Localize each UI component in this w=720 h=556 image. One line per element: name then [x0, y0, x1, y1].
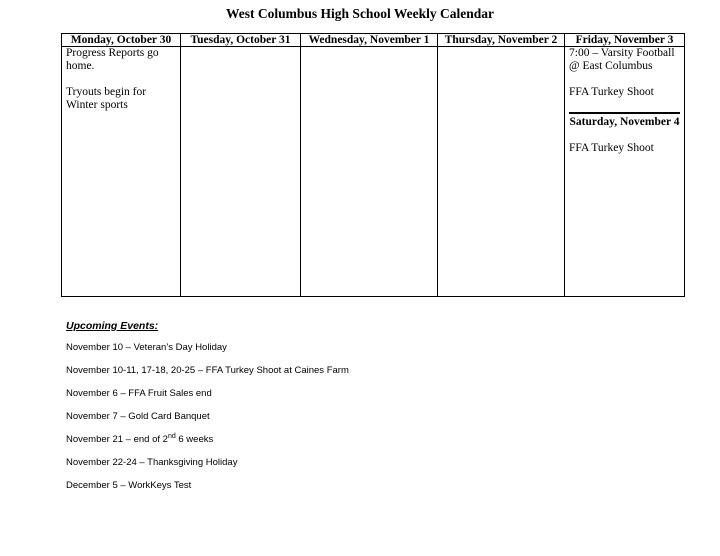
calendar-entry: FFA Turkey Shoot: [569, 142, 654, 154]
day-cell-tuesday: [181, 47, 301, 297]
calendar-body-row: [62, 47, 685, 297]
calendar-entry: Progress Reports go home.: [66, 47, 159, 72]
event-item: November 22-24 – Thanksgiving Holiday: [66, 457, 238, 468]
weekly-calendar-table: [61, 33, 685, 297]
event-item: November 6 – FFA Fruit Sales end: [66, 388, 212, 399]
upcoming-events-section: [66, 320, 349, 503]
event-text: November 21 – end of 2: [66, 434, 168, 445]
day-header-monday: Monday, October 30: [62, 34, 181, 47]
day-cell-thursday: [438, 47, 565, 297]
day-header-thursday: Thursday, November 2: [438, 34, 565, 47]
calendar-entry: Tryouts begin for Winter sports: [66, 86, 147, 111]
page-title: West Columbus High School Weekly Calendar: [226, 6, 494, 21]
event-item: November 7 – Gold Card Banquet: [66, 411, 210, 422]
upcoming-events-title: Upcoming Events:: [66, 320, 159, 332]
day-cell-friday: [565, 47, 685, 297]
day-header-tuesday: Tuesday, October 31: [181, 34, 301, 47]
event-item: November 10 – Veteran’s Day Holiday: [66, 342, 227, 353]
saturday-divider: [569, 112, 680, 114]
event-text: 6 weeks: [175, 434, 214, 445]
calendar-entry: 7:00 – Varsity Football @ East Columbus: [569, 47, 675, 72]
calendar-entry: FFA Turkey Shoot: [569, 86, 654, 98]
event-item: November 10-11, 17-18, 20-25 – FFA Turkey Shoot at Caines Farm: [66, 365, 349, 376]
event-item: December 5 – WorkKeys Test: [66, 480, 192, 491]
day-header-wednesday: Wednesday, November 1: [301, 34, 438, 47]
day-cell-monday: [62, 47, 181, 297]
ordinal-suffix: nd: [167, 432, 176, 440]
day-header-saturday: Saturday, November 4: [569, 116, 680, 128]
event-item: [66, 434, 349, 457]
calendar-header-row: [62, 34, 685, 47]
day-cell-wednesday: [301, 47, 438, 297]
day-header-friday: Friday, November 3: [565, 34, 685, 47]
